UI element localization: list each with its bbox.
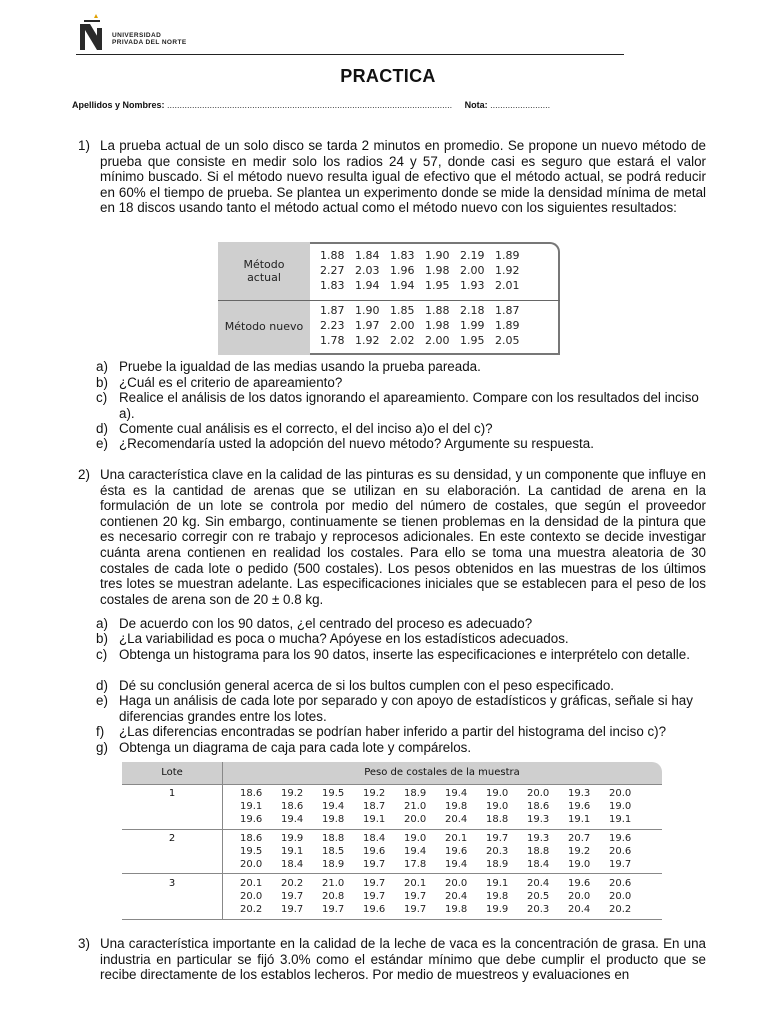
table-cell: 19.9: [486, 904, 509, 915]
table-cell: 19.5: [322, 788, 345, 799]
actual-row: [320, 264, 530, 278]
table-cell: 19.1: [281, 846, 304, 857]
table-cell: 20.1: [404, 878, 427, 889]
table-cell: 18.4: [363, 833, 386, 844]
table-cell: 19.4: [404, 846, 427, 857]
weights-row: [240, 891, 650, 903]
table-cell: 18.6: [240, 833, 263, 844]
table-cell: 19.7: [363, 859, 386, 870]
table-cell: 2.03: [355, 264, 380, 277]
subquestion-text: Comente cual análisis es el correcto, el del inciso a)o el del c)?: [119, 421, 493, 436]
subquestion-text: Pruebe la igualdad de las medias usando la prueba pareada.: [119, 359, 481, 374]
subquestion: [96, 436, 706, 452]
subquestion-text: De acuerdo con los 90 datos, ¿el centrado del proceso es adecuado?: [119, 616, 533, 631]
grade-blank: ........................: [490, 100, 551, 110]
actual-row: [320, 279, 530, 293]
problem-number: 2): [78, 467, 90, 482]
grade-label: Nota:: [464, 100, 488, 110]
header-peso: Peso de costales de la muestra: [364, 767, 520, 778]
table-cell: 19.4: [281, 814, 304, 825]
table-cell: 19.7: [281, 891, 304, 902]
weights-row: [240, 859, 650, 871]
weights-row: [240, 814, 650, 826]
problem-number: 3): [78, 936, 90, 951]
table-cell: 1.94: [355, 279, 380, 292]
table-cell: 20.4: [445, 891, 468, 902]
weights-row: [240, 904, 650, 916]
subquestion-letter: a): [96, 616, 108, 631]
table-cell: 1.99: [460, 319, 485, 332]
table-cell: 1.95: [425, 279, 450, 292]
table-cell: 20.4: [445, 814, 468, 825]
table-cell: 20.4: [568, 904, 591, 915]
table-cell: 19.1: [240, 801, 263, 812]
table-cell: 19.1: [486, 878, 509, 889]
student-info-line: [72, 100, 632, 110]
logo-line-1: UNIVERSIDAD: [112, 32, 162, 39]
table-cell: 19.3: [568, 788, 591, 799]
weights-row: [240, 833, 650, 845]
subquestion-letter: d): [96, 421, 108, 436]
table-cell: 19.7: [322, 904, 345, 915]
table-cell: 1.96: [390, 264, 415, 277]
table-cell: 1.87: [320, 304, 345, 317]
table-cell: 1.90: [425, 249, 450, 262]
table-cell: 19.3: [527, 814, 550, 825]
table-cell: 2.01: [495, 279, 520, 292]
table-cell: 19.7: [363, 891, 386, 902]
table-cell: 2.18: [460, 304, 485, 317]
table-cell: 19.5: [240, 846, 263, 857]
table-cell: 18.5: [322, 846, 345, 857]
table-cell: 20.0: [445, 878, 468, 889]
table-cell: 1.89: [495, 319, 520, 332]
table-cell: 2.19: [460, 249, 485, 262]
table-cell: 2.23: [320, 319, 345, 332]
table-cell: 19.8: [445, 801, 468, 812]
table-row-divider: [122, 873, 662, 874]
problem-text: Una característica importante en la calidad de la leche de vaca es la concentración de grasa. En una industria en particular se fijó 3.0% como el estándar mínimo que debe cumplir el producto que se recibe directamente de los establos lecheros. Por medio de muestreos y evaluaciones en: [100, 936, 706, 983]
table-cell: 20.1: [445, 833, 468, 844]
subquestion-letter: b): [96, 375, 108, 390]
table-cell: 19.0: [609, 801, 632, 812]
table-cell: 19.8: [322, 814, 345, 825]
subquestion-text: Obtenga un histograma para los 90 datos, inserte las especificaciones e interprételo con detalle.: [119, 647, 690, 662]
table-cell: 20.0: [240, 859, 263, 870]
table-cell: 19.1: [609, 814, 632, 825]
logo-line-2: PRIVADA DEL NORTE: [112, 39, 187, 46]
table-cell: 1.93: [460, 279, 485, 292]
table-cell: 20.4: [527, 878, 550, 889]
table-cell: 19.6: [363, 904, 386, 915]
subquestion-letter: b): [96, 631, 108, 646]
table-cell: 19.1: [568, 814, 591, 825]
table-cell: 21.0: [322, 878, 345, 889]
table-cell: 20.0: [609, 891, 632, 902]
table-cell: 1.85: [390, 304, 415, 317]
table-cell: 19.6: [240, 814, 263, 825]
logo-text: [112, 32, 187, 46]
table-cell: 1.87: [495, 304, 520, 317]
weights-row: [240, 788, 650, 800]
table-cell: 2.00: [425, 334, 450, 347]
table-cell: 1.89: [495, 249, 520, 262]
table-cell: 19.7: [404, 891, 427, 902]
table-cell: 1.83: [390, 249, 415, 262]
subquestion: [96, 693, 706, 724]
subquestion-letter: e): [96, 436, 108, 451]
university-logo: [76, 14, 216, 54]
subquestion-letter: e): [96, 693, 108, 708]
subquestion-letter: f): [96, 724, 105, 739]
table-cell: 1.88: [425, 304, 450, 317]
table-cell: 1.95: [460, 334, 485, 347]
actual-row: [320, 249, 530, 263]
table-cell: 20.2: [609, 904, 632, 915]
subquestion: [96, 647, 706, 663]
table-header: [122, 762, 662, 784]
subquestion: [96, 421, 706, 437]
table-cell: 18.8: [322, 833, 345, 844]
lot-number: 1: [168, 788, 176, 799]
table-cell: 18.4: [527, 859, 550, 870]
table-cell: 18.4: [281, 859, 304, 870]
table-cell: 19.3: [527, 833, 550, 844]
table-row-divider: [122, 919, 662, 920]
table-cell: 20.0: [609, 788, 632, 799]
subquestion: [96, 390, 706, 421]
subquestion-text: Obtenga un diagrama de caja para cada lote y compárelos.: [119, 740, 472, 755]
header-rule: [76, 54, 624, 55]
table-cell: 1.98: [425, 264, 450, 277]
table-cell: 19.7: [404, 904, 427, 915]
subquestion: [96, 678, 706, 694]
table-cell: 20.8: [322, 891, 345, 902]
table-cell: 18.9: [322, 859, 345, 870]
table-cell: 19.6: [363, 846, 386, 857]
subquestion: [96, 724, 706, 740]
table-cell: 2.05: [495, 334, 520, 347]
subquestion-text: Dé su conclusión general acerca de si los bultos cumplen con el peso especificado.: [119, 678, 614, 693]
subquestion-text: Haga un análisis de cada lote por separado y con apoyo de estadísticos y gráficas, señale si hay diferencias grandes entre los lotes.: [119, 693, 693, 724]
table-row-separator: [218, 300, 560, 301]
table-cell: 2.27: [320, 264, 345, 277]
table-cell: 19.0: [486, 801, 509, 812]
table-cell: 19.4: [445, 859, 468, 870]
table-cell: 19.8: [445, 904, 468, 915]
nuevo-row: [320, 334, 530, 348]
header-lote: Lote: [161, 767, 183, 778]
subquestion-letter: d): [96, 678, 108, 693]
row-label-actual-line1: Método: [243, 258, 285, 271]
table-cell: 18.9: [486, 859, 509, 870]
table-cell: 18.6: [527, 801, 550, 812]
table-cell: 19.2: [281, 788, 304, 799]
table-cell: 2.00: [390, 319, 415, 332]
page-title: PRACTICA: [340, 66, 436, 86]
lot-number: 3: [168, 878, 176, 889]
problem-3: [78, 936, 706, 983]
subquestion: [96, 631, 706, 647]
name-label: Apellidos y Nombres:: [72, 100, 165, 110]
subquestion-letter: g): [96, 740, 108, 755]
table-cell: 18.8: [486, 814, 509, 825]
weights-row: [240, 878, 650, 890]
table-cell: 19.8: [486, 891, 509, 902]
subquestion-letter: c): [96, 390, 108, 405]
table-cell: 1.94: [390, 279, 415, 292]
row-label-actual-line2: actual: [247, 271, 281, 284]
nuevo-row: [320, 304, 530, 318]
table-cell: 1.78: [320, 334, 345, 347]
table-cell: 19.6: [568, 801, 591, 812]
nuevo-row: [320, 319, 530, 333]
table-cell: 1.88: [320, 249, 345, 262]
table-column-divider: [222, 762, 223, 920]
weights-row: [240, 801, 650, 813]
table-cell: 19.7: [363, 878, 386, 889]
table-cell: 20.7: [568, 833, 591, 844]
table-cell: 19.2: [363, 788, 386, 799]
table-cell: 20.6: [609, 846, 632, 857]
table-cell: 20.3: [527, 904, 550, 915]
subquestion-text: ¿Cuál es el criterio de apareamiento?: [119, 375, 343, 390]
table-row-divider: [122, 784, 662, 785]
problem-1: [78, 138, 706, 216]
table-cell: 1.92: [355, 334, 380, 347]
lot-number: 2: [168, 833, 176, 844]
table-cell: 19.9: [281, 833, 304, 844]
table-cell: 20.2: [240, 904, 263, 915]
problem-2: [78, 467, 706, 607]
subquestion-text: ¿Recomendaría usted la adopción del nuevo método? Argumente su respuesta.: [119, 436, 594, 451]
table-cell: 19.6: [445, 846, 468, 857]
table-cell: 18.9: [404, 788, 427, 799]
table-cell: 18.6: [281, 801, 304, 812]
subquestion-text: ¿Las diferencias encontradas se podrían haber inferido a partir del histograma del inciso c)?: [119, 724, 667, 739]
table-cell: 18.8: [527, 846, 550, 857]
table-cell: 19.0: [568, 859, 591, 870]
table-cell: 19.2: [568, 846, 591, 857]
row-label-nuevo: Método nuevo: [224, 320, 304, 333]
table-cell: 1.97: [355, 319, 380, 332]
subquestion-letter: a): [96, 359, 108, 374]
table-cell: 19.7: [486, 833, 509, 844]
table-cell: 19.7: [609, 859, 632, 870]
row-label-actual: [218, 258, 310, 284]
table-cell: 20.0: [527, 788, 550, 799]
table-cell: 19.6: [609, 833, 632, 844]
table-cell: 19.6: [568, 878, 591, 889]
table-cell: 19.0: [486, 788, 509, 799]
weights-table: [122, 762, 662, 920]
table-cell: 1.98: [425, 319, 450, 332]
table-cell: 19.0: [404, 833, 427, 844]
problem-text: La prueba actual de un solo disco se tarda 2 minutos en promedio. Se propone un nuevo método de prueba que consiste en medir solo los radios 24 y 57, donde casi es seguro que estará el valor mínimo buscado. Si el método nuevo resulta igual de efectivo que el método actual, se podrá reducir en 60% el tiempo de prueba. Se plantea un experimento donde se mide la densidad mínima de metal en 18 discos usando tanto el método actual como el método nuevo con los siguientes resultados:: [100, 138, 706, 216]
upn-logo-icon: [76, 14, 108, 52]
weights-row: [240, 846, 650, 858]
table-cell: 21.0: [404, 801, 427, 812]
methods-table: [218, 242, 560, 355]
subquestion: [96, 359, 706, 375]
table-cell: 17.8: [404, 859, 427, 870]
subquestion: [96, 740, 706, 756]
subquestion: [96, 616, 706, 632]
table-cell: 20.3: [486, 846, 509, 857]
table-cell: 20.1: [240, 878, 263, 889]
table-cell: 19.7: [281, 904, 304, 915]
subquestion-text: Realice el análisis de los datos ignorando el apareamiento. Compare con los resultados del inciso a).: [119, 390, 699, 421]
table-cell: 20.0: [568, 891, 591, 902]
table-cell: 19.1: [363, 814, 386, 825]
table-cell: 18.6: [240, 788, 263, 799]
subquestion: [96, 375, 706, 391]
name-blank: ..................................................................................................................: [167, 100, 453, 110]
table-cell: 19.4: [445, 788, 468, 799]
problem-text: Una característica clave en la calidad de las pinturas es su densidad, y un componente que influye en ésta es la cantidad de arenas que se utilizan en su elaboración. La cantidad de arena en la formulación de un lote se controla por medio del número de costales, que según el proveedor contienen 20 kg. Sin embargo, continuamente se tienen problemas en la densidad de la pintura que es necesario corregir con re trabajo y reprocesos adicionales. En este contexto se decide investigar cuánta arena contienen en realidad los costales. Para ello se toma una muestra aleatoria de 30 costales de cada lote o pedido (500 costales). Los pesos obtenidos en las muestras de los últimos tres lotes se muestran adelante. Las especificaciones iniciales que se establecen para el peso de los costales de arena son de 20 ± 0.8 kg.: [100, 467, 706, 607]
table-cell: 1.92: [495, 264, 520, 277]
table-cell: 2.02: [390, 334, 415, 347]
table-cell: 20.0: [404, 814, 427, 825]
table-cell: 18.7: [363, 801, 386, 812]
table-cell: 1.84: [355, 249, 380, 262]
table-cell: 20.5: [527, 891, 550, 902]
table-cell: 19.4: [322, 801, 345, 812]
table-row-divider: [122, 829, 662, 830]
problem-number: 1): [78, 138, 90, 153]
subquestion-letter: c): [96, 647, 108, 662]
table-cell: 1.83: [320, 279, 345, 292]
table-cell: 2.00: [460, 264, 485, 277]
table-cell: 20.6: [609, 878, 632, 889]
subquestion-text: ¿La variabilidad es poca o mucha? Apóyese en los estadísticos adecuados.: [119, 631, 569, 646]
table-cell: 20.0: [240, 891, 263, 902]
table-cell: 20.2: [281, 878, 304, 889]
table-cell: 1.90: [355, 304, 380, 317]
